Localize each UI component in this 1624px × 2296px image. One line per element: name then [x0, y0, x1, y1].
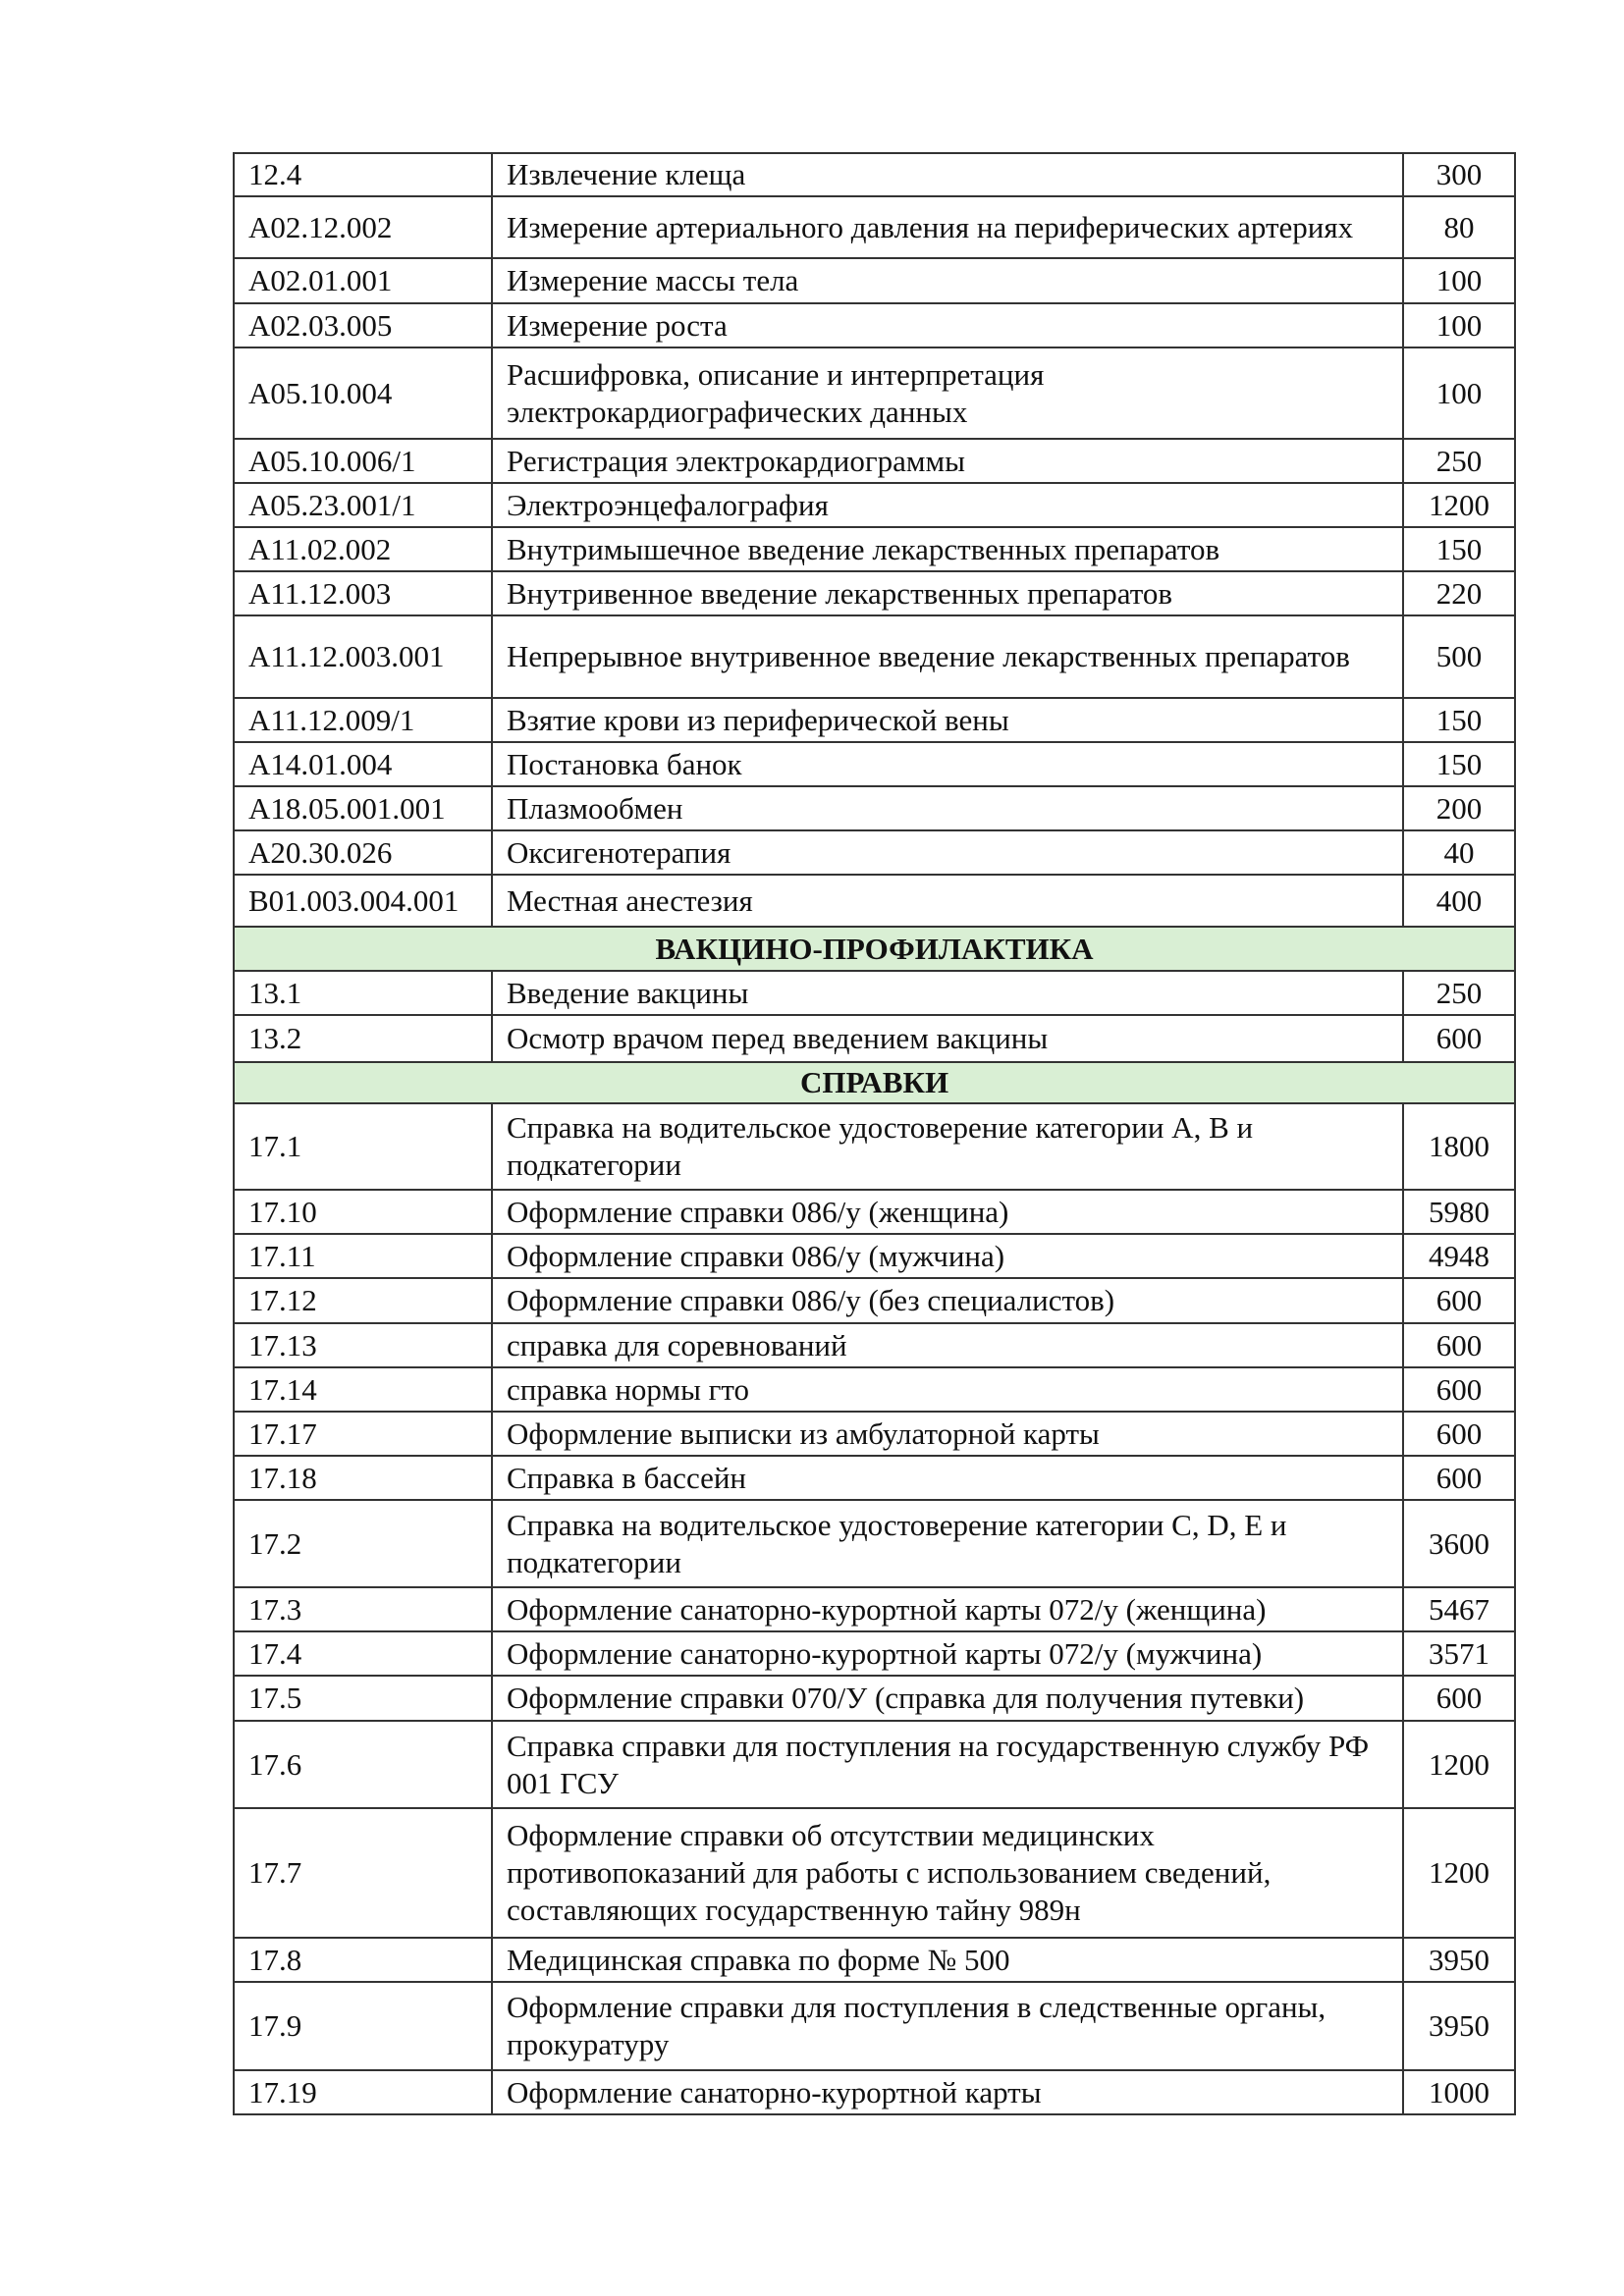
- service-code-text: 17.13: [248, 1327, 317, 1362]
- service-price: [1404, 1809, 1514, 1937]
- service-code: [235, 528, 493, 570]
- service-name-text: Оформление справки 070/У (справка для получения путевки): [507, 1681, 1305, 1715]
- service-code: [235, 484, 493, 526]
- service-name-text: Справка справки для поступления на государственную службу РФ 001 ГСУ: [507, 1728, 1370, 1800]
- table-row: [233, 1501, 1516, 1588]
- service-code-text: 13.1: [248, 975, 302, 1010]
- table-row: [233, 1279, 1516, 1324]
- service-code: [235, 1677, 493, 1720]
- service-price-text: 3950: [1429, 1942, 1489, 1977]
- service-code: [235, 572, 493, 614]
- service-code-text: 17.18: [248, 1460, 317, 1495]
- service-name: [493, 1501, 1404, 1586]
- service-code: [235, 1939, 493, 1981]
- service-price-text: 600: [1435, 1327, 1483, 1362]
- service-price: [1404, 348, 1514, 438]
- service-price: [1404, 787, 1514, 829]
- table-row: [233, 831, 1516, 876]
- service-name: [493, 1413, 1404, 1455]
- service-name: [493, 1279, 1404, 1322]
- service-code: [235, 1632, 493, 1675]
- service-name-text: Измерение роста: [507, 307, 728, 343]
- service-price: [1404, 1016, 1514, 1061]
- service-code: [235, 699, 493, 741]
- service-code-text: 17.11: [248, 1238, 316, 1273]
- service-code-text: A11.12.009/1: [248, 702, 415, 737]
- service-name: [493, 154, 1404, 195]
- service-price-text: 250: [1435, 443, 1483, 478]
- service-code-text: A18.05.001.001: [248, 790, 446, 826]
- table-row: [233, 528, 1516, 572]
- table-row: [233, 972, 1516, 1016]
- service-code-text: 17.10: [248, 1194, 317, 1229]
- service-code-text: 17.3: [248, 1591, 302, 1627]
- table-row: [233, 304, 1516, 348]
- service-price: [1404, 1677, 1514, 1720]
- service-price-text: 500: [1435, 639, 1483, 673]
- service-name: [493, 743, 1404, 785]
- service-code-text: A11.12.003.001: [248, 639, 445, 673]
- table-row: [233, 1235, 1516, 1279]
- service-name: [493, 616, 1404, 697]
- service-price-text: 3950: [1429, 2008, 1489, 2043]
- service-code: [235, 440, 493, 482]
- service-code-text: A11.02.002: [248, 531, 392, 566]
- service-code-text: 17.6: [248, 1746, 302, 1782]
- table-row: [233, 572, 1516, 616]
- service-name: [493, 1235, 1404, 1277]
- table-row: [233, 787, 1516, 831]
- service-price: [1404, 1413, 1514, 1455]
- service-price: [1404, 440, 1514, 482]
- service-name: [493, 484, 1404, 526]
- table-row: [233, 1722, 1516, 1809]
- service-code-text: A02.03.005: [248, 307, 393, 343]
- service-code: [235, 616, 493, 697]
- table-row: [233, 197, 1516, 259]
- table-row: [233, 1588, 1516, 1632]
- service-code-text: A02.12.002: [248, 209, 393, 244]
- service-name-text: Извлечение клеща: [507, 157, 746, 191]
- table-row: [233, 743, 1516, 787]
- service-name: [493, 1809, 1404, 1937]
- table-row: [233, 1191, 1516, 1235]
- service-name: [493, 876, 1404, 926]
- service-name: [493, 831, 1404, 874]
- service-price-text: 300: [1435, 157, 1483, 191]
- service-price-text: 1800: [1429, 1129, 1489, 1163]
- service-name-text: Плазмообмен: [507, 790, 683, 826]
- service-price: [1404, 1588, 1514, 1630]
- service-name: [493, 197, 1404, 257]
- service-name: [493, 348, 1404, 438]
- service-code-text: 13.2: [248, 1021, 302, 1055]
- service-code: [235, 1324, 493, 1366]
- service-price-text: 600: [1435, 1460, 1483, 1495]
- service-code-text: 12.4: [248, 157, 302, 191]
- service-name-text: справка для соревнований: [507, 1327, 847, 1362]
- service-name: [493, 1191, 1404, 1233]
- section-header-row: [233, 1063, 1516, 1104]
- service-price: [1404, 572, 1514, 614]
- service-code: [235, 1501, 493, 1586]
- service-name-text: Расшифровка, описание и интерпретация электрокардиографических данных: [507, 356, 1045, 429]
- service-name: [493, 1324, 1404, 1366]
- service-code-text: A11.12.003: [248, 575, 392, 611]
- section-title: ВАКЦИНО-ПРОФИЛАКТИКА: [655, 931, 1094, 966]
- service-price-text: 1200: [1429, 487, 1489, 522]
- service-name-text: Оформление справки 086/у (женщина): [507, 1194, 1009, 1229]
- service-name: [493, 572, 1404, 614]
- service-name-text: Постановка банок: [507, 746, 742, 781]
- table-row: [233, 1809, 1516, 1939]
- service-code-text: A14.01.004: [248, 746, 393, 781]
- service-name: [493, 259, 1404, 302]
- service-code-text: 17.12: [248, 1283, 317, 1317]
- service-price: [1404, 528, 1514, 570]
- service-code-text: A05.10.004: [248, 375, 393, 410]
- service-name-text: Измерение массы тела: [507, 263, 799, 297]
- service-name: [493, 972, 1404, 1014]
- service-name-text: Оформление санаторно-курортной карты: [507, 2074, 1042, 2109]
- service-code-text: 17.7: [248, 1855, 302, 1890]
- table-row: [233, 1413, 1516, 1457]
- service-price-text: 600: [1435, 1415, 1483, 1451]
- service-price: [1404, 1939, 1514, 1981]
- service-name-text: Оформление выписки из амбулаторной карты: [507, 1415, 1100, 1451]
- section-title: СПРАВКИ: [799, 1065, 949, 1099]
- service-code: [235, 1279, 493, 1322]
- service-price-text: 3600: [1429, 1525, 1489, 1561]
- service-price: [1404, 876, 1514, 926]
- service-price-text: 5467: [1429, 1591, 1489, 1627]
- service-code-text: 17.5: [248, 1681, 302, 1715]
- service-price-text: 150: [1435, 531, 1483, 566]
- service-name: [493, 1368, 1404, 1411]
- service-code-text: 17.9: [248, 2008, 302, 2043]
- service-code: [235, 2071, 493, 2113]
- service-price-text: 80: [1443, 209, 1475, 244]
- service-code: [235, 787, 493, 829]
- service-price: [1404, 154, 1514, 195]
- service-code: [235, 348, 493, 438]
- service-name: [493, 1983, 1404, 2069]
- table-row: [233, 1368, 1516, 1413]
- service-name: [493, 1457, 1404, 1499]
- service-price-text: 600: [1435, 1021, 1483, 1055]
- service-price: [1404, 1722, 1514, 1807]
- service-code: [235, 259, 493, 302]
- service-price-text: 250: [1435, 975, 1483, 1010]
- service-price-text: 600: [1435, 1371, 1483, 1407]
- service-name-text: Оксигенотерапия: [507, 834, 731, 870]
- service-name-text: Медицинская справка по форме № 500: [507, 1942, 1010, 1977]
- service-name-text: Взятие крови из периферической вены: [507, 702, 1009, 737]
- service-code-text: 17.8: [248, 1942, 302, 1977]
- service-name: [493, 1632, 1404, 1675]
- service-code-text: 17.1: [248, 1129, 302, 1163]
- service-name-text: Регистрация электрокардиограммы: [507, 443, 965, 478]
- service-name: [493, 2071, 1404, 2113]
- service-name-text: Справка на водительское удостоверение категории A, B и подкатегории: [507, 1110, 1254, 1182]
- table-row: [233, 484, 1516, 528]
- service-code: [235, 154, 493, 195]
- service-price-text: 100: [1435, 375, 1483, 410]
- service-code: [235, 831, 493, 874]
- table-row: [233, 1632, 1516, 1677]
- service-name: [493, 1588, 1404, 1630]
- service-code: [235, 1016, 493, 1061]
- service-name-text: Внутривенное введение лекарственных препаратов: [507, 575, 1173, 611]
- service-price: [1404, 259, 1514, 302]
- service-code: [235, 1983, 493, 2069]
- service-name: [493, 1016, 1404, 1061]
- service-code: [235, 197, 493, 257]
- service-price: [1404, 2071, 1514, 2113]
- table-row: [233, 348, 1516, 440]
- service-name-text: Справка на водительское удостоверение категории C, D, E и подкатегории: [507, 1507, 1287, 1579]
- service-code-text: 17.19: [248, 2074, 317, 2109]
- service-name-text: Электроэнцефалография: [507, 487, 829, 522]
- service-code: [235, 972, 493, 1014]
- service-code-text: A05.10.006/1: [248, 443, 416, 478]
- service-price: [1404, 1457, 1514, 1499]
- service-price: [1404, 831, 1514, 874]
- service-price-text: 400: [1435, 882, 1483, 918]
- service-code-text: 17.2: [248, 1525, 302, 1561]
- service-code: [235, 1722, 493, 1807]
- section-header-row: [233, 928, 1516, 972]
- service-code: [235, 743, 493, 785]
- service-price-text: 150: [1435, 702, 1483, 737]
- service-price: [1404, 743, 1514, 785]
- service-name-text: Оформление справки об отсутствии медицинских противопоказаний для работы с использованием сведений, составляющих государственную тайну 989н: [507, 1818, 1272, 1927]
- service-code: [235, 1191, 493, 1233]
- service-code: [235, 876, 493, 926]
- service-price-text: 600: [1435, 1283, 1483, 1317]
- service-name-text: Оформление санаторно-курортной карты 072/у (мужчина): [507, 1635, 1263, 1671]
- service-price: [1404, 484, 1514, 526]
- service-price-text: 150: [1435, 746, 1483, 781]
- service-price: [1404, 1501, 1514, 1586]
- table-row: [233, 1457, 1516, 1501]
- service-price: [1404, 972, 1514, 1014]
- service-code-text: 17.14: [248, 1371, 317, 1407]
- service-code: [235, 304, 493, 347]
- service-name: [493, 1722, 1404, 1807]
- table-row: [233, 440, 1516, 484]
- service-code-text: A02.01.001: [248, 263, 393, 297]
- service-name: [493, 699, 1404, 741]
- service-code-text: B01.003.004.001: [248, 882, 460, 918]
- service-name: [493, 1677, 1404, 1720]
- service-code-text: A20.30.026: [248, 834, 393, 870]
- service-price-text: 1200: [1429, 1746, 1489, 1782]
- service-name-text: Местная анестезия: [507, 882, 753, 918]
- service-name-text: Справка в бассейн: [507, 1460, 747, 1495]
- service-name-text: Измерение артериального давления на периферических артериях: [507, 209, 1354, 244]
- service-price-text: 100: [1435, 263, 1483, 297]
- service-price: [1404, 197, 1514, 257]
- service-price-text: 220: [1435, 575, 1483, 611]
- service-price: [1404, 1235, 1514, 1277]
- service-price-text: 1200: [1429, 1855, 1489, 1890]
- service-price: [1404, 1983, 1514, 2069]
- service-price: [1404, 1279, 1514, 1322]
- service-price-text: 4948: [1429, 1238, 1489, 1273]
- service-price: [1404, 699, 1514, 741]
- service-name: [493, 440, 1404, 482]
- table-row: [233, 152, 1516, 197]
- service-price: [1404, 1368, 1514, 1411]
- service-name-text: Оформление справки для поступления в следственные органы, прокуратуру: [507, 1990, 1326, 2061]
- table-row: [233, 699, 1516, 743]
- service-name: [493, 1104, 1404, 1189]
- service-name: [493, 304, 1404, 347]
- service-name-text: Осмотр врачом перед введением вакцины: [507, 1021, 1049, 1055]
- service-price-text: 40: [1443, 834, 1475, 870]
- service-name: [493, 528, 1404, 570]
- service-price-text: 5980: [1429, 1194, 1489, 1229]
- service-price-text: 100: [1435, 307, 1483, 343]
- service-name-text: справка нормы гто: [507, 1371, 750, 1407]
- service-code: [235, 1104, 493, 1189]
- service-name-text: Введение вакцины: [507, 975, 749, 1010]
- service-name-text: Внутримышечное введение лекарственных препаратов: [507, 531, 1220, 566]
- service-name: [493, 1939, 1404, 1981]
- service-code-text: 17.17: [248, 1415, 317, 1451]
- service-price: [1404, 1104, 1514, 1189]
- table-row: [233, 876, 1516, 928]
- service-name-text: Непрерывное внутривенное введение лекарственных препаратов: [507, 639, 1350, 673]
- table-row: [233, 1104, 1516, 1191]
- table-row: [233, 1939, 1516, 1983]
- service-name-text: Оформление санаторно-курортной карты 072/у (женщина): [507, 1591, 1267, 1627]
- service-name: [493, 787, 1404, 829]
- service-price: [1404, 304, 1514, 347]
- table-row: [233, 1983, 1516, 2071]
- service-name-text: Оформление справки 086/у (мужчина): [507, 1238, 1005, 1273]
- service-code: [235, 1413, 493, 1455]
- service-price: [1404, 1191, 1514, 1233]
- service-name-text: Оформление справки 086/у (без специалистов): [507, 1283, 1115, 1317]
- service-price: [1404, 616, 1514, 697]
- table-row: [233, 259, 1516, 304]
- service-code: [235, 1588, 493, 1630]
- service-price-text: 200: [1435, 790, 1483, 826]
- service-price-text: 3571: [1429, 1635, 1489, 1671]
- service-code: [235, 1809, 493, 1937]
- table-row: [233, 616, 1516, 699]
- table-row: [233, 2071, 1516, 2115]
- service-price-text: 1000: [1429, 2074, 1489, 2109]
- service-code-text: 17.4: [248, 1635, 302, 1671]
- table-row: [233, 1677, 1516, 1722]
- service-code: [235, 1235, 493, 1277]
- service-price: [1404, 1632, 1514, 1675]
- service-code: [235, 1457, 493, 1499]
- service-price: [1404, 1324, 1514, 1366]
- service-code: [235, 1368, 493, 1411]
- table-row: [233, 1324, 1516, 1368]
- table-row: [233, 1016, 1516, 1063]
- service-price-text: 600: [1435, 1681, 1483, 1715]
- service-code-text: A05.23.001/1: [248, 487, 416, 522]
